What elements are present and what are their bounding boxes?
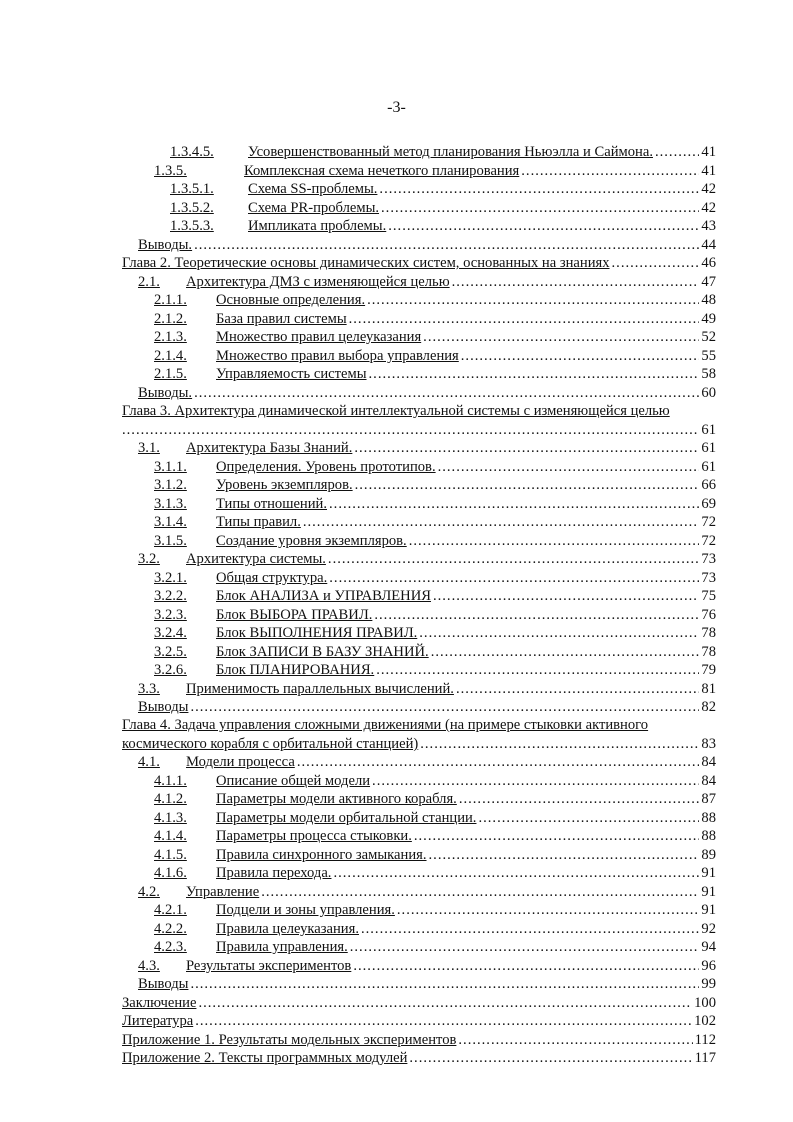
toc-leader (420, 735, 699, 753)
toc-leader (297, 753, 700, 771)
toc-title: Определения. Уровень прототипов. (216, 459, 436, 475)
toc-entry[interactable] (154, 476, 716, 494)
toc-title: Комплексная схема нечеткого планирования (244, 163, 520, 179)
toc-title: космического корабля с орбитальной станцией) (122, 736, 419, 752)
toc-entry[interactable] (122, 1031, 716, 1049)
toc-page: 81 (701, 681, 716, 697)
toc-entry[interactable] (138, 236, 716, 254)
toc-page: 41 (701, 144, 716, 160)
toc-entry[interactable] (122, 994, 716, 1012)
toc-number: 2.1. (138, 274, 160, 290)
toc-number: 3.1. (138, 440, 160, 456)
toc-leader (194, 236, 699, 254)
toc-entry[interactable] (154, 458, 716, 476)
toc-title: Заключение (122, 995, 197, 1011)
toc-leader (438, 458, 700, 476)
toc-number: 4.1.5. (154, 847, 187, 863)
toc-title: Выводы (138, 699, 189, 715)
toc-number: 3.1.3. (154, 496, 187, 512)
toc-entry[interactable] (122, 402, 716, 420)
toc-title: Уровень экземпляров. (216, 477, 353, 493)
toc-leader (419, 624, 699, 642)
toc-page: 66 (701, 477, 716, 493)
toc-entry[interactable] (154, 864, 716, 882)
toc-number: 2.1.2. (154, 311, 187, 327)
toc-entry[interactable] (154, 901, 716, 919)
toc-title: Архитектура ДМЗ с изменяющейся целью (186, 274, 450, 290)
toc-title: Множество правил выбора управления (216, 348, 459, 364)
toc-number: 4.1.2. (154, 791, 187, 807)
toc-title: Основные определения. (216, 292, 366, 308)
toc-number: 3.2.6. (154, 662, 187, 678)
toc-title: Множество правил целеуказания (216, 329, 422, 345)
toc-number: 4.1.6. (154, 865, 187, 881)
toc-entry[interactable] (154, 846, 716, 864)
toc-entry[interactable] (154, 772, 716, 790)
toc-page: 117 (694, 1050, 716, 1066)
toc-title: Правила синхронного замыкания. (216, 847, 427, 863)
toc-page: 91 (701, 902, 716, 918)
toc-number: 4.3. (138, 958, 160, 974)
toc-title: Глава 3. Архитектура динамической интеллектуальной системы с изменяющейся целью (122, 403, 670, 419)
toc-title: Параметры модели активного корабля. (216, 791, 457, 807)
toc-leader (458, 1031, 692, 1049)
toc-title: Результаты экспериментов (186, 958, 352, 974)
toc-leader (329, 569, 699, 587)
toc-number: 3.3. (138, 681, 160, 697)
toc-entry[interactable] (154, 162, 716, 180)
toc-title: Литература (122, 1013, 194, 1029)
toc-entry[interactable] (122, 1049, 716, 1067)
toc-entry[interactable] (170, 199, 716, 217)
toc-number: 3.2.2. (154, 588, 187, 604)
toc-leader (361, 920, 699, 938)
toc-entry[interactable] (154, 532, 716, 550)
toc-leader (433, 587, 699, 605)
toc-entry[interactable] (154, 809, 716, 827)
toc-number: 4.2. (138, 884, 160, 900)
toc-page: 84 (701, 754, 716, 770)
toc-page: 61 (701, 459, 716, 475)
toc-leader (369, 365, 700, 383)
toc-page: 73 (701, 570, 716, 586)
toc-page: 60 (701, 385, 716, 401)
toc-number: 3.2. (138, 551, 160, 567)
toc-page: 49 (701, 311, 716, 327)
toc-entry[interactable] (138, 384, 716, 402)
toc-page: 48 (701, 292, 716, 308)
toc-title: Типы правил. (216, 514, 301, 530)
toc-title: Параметры модели орбитальной станции. (216, 810, 477, 826)
toc-number: 4.2.2. (154, 921, 187, 937)
toc-leader (381, 199, 699, 217)
toc-entry[interactable] (154, 513, 716, 531)
toc-leader (456, 680, 699, 698)
toc-number: 1.3.5.1. (170, 181, 214, 197)
toc-number: 2.1.1. (154, 292, 187, 308)
toc-page: 92 (701, 921, 716, 937)
toc-leader (452, 273, 700, 291)
toc-title: Архитектура Базы Знаний. (186, 440, 353, 456)
toc-entry[interactable] (170, 143, 716, 161)
toc-page: 84 (701, 773, 716, 789)
toc-title: Схема PR-проблемы. (248, 200, 380, 216)
toc-title: Усовершенствованный метод планирования Ньюэлла и Саймона. (248, 144, 653, 160)
toc-leader (655, 143, 699, 161)
toc-title: Правила перехода. (216, 865, 332, 881)
toc-number: 3.1.4. (154, 514, 187, 530)
toc-page: 69 (701, 496, 716, 512)
toc-entry[interactable] (154, 938, 716, 956)
toc-title: База правил системы (216, 311, 347, 327)
toc-leader (397, 901, 700, 919)
toc-leader (190, 975, 699, 993)
toc-page: 61 (701, 422, 716, 438)
toc-leader (478, 809, 699, 827)
toc-leader (414, 827, 700, 845)
toc-leader (388, 217, 699, 235)
toc-leader (122, 421, 699, 439)
toc-entry[interactable] (154, 790, 716, 808)
toc-title: Управление (186, 884, 260, 900)
toc-page: 76 (701, 607, 716, 623)
toc-leader (333, 864, 699, 882)
toc-number: 1.3.5. (154, 163, 187, 179)
toc-number: 1.3.5.3. (170, 218, 214, 234)
toc-title: Модели процесса (186, 754, 295, 770)
toc-page: 52 (701, 329, 716, 345)
toc-number: 3.2.4. (154, 625, 187, 641)
toc-entry[interactable] (154, 606, 716, 624)
toc-page: 42 (701, 200, 716, 216)
toc-entry[interactable] (154, 624, 716, 642)
toc-title: Применимость параллельных вычислений. (186, 681, 454, 697)
toc-number: 2.1.3. (154, 329, 187, 345)
toc-title: Правила целеуказания. (216, 921, 359, 937)
toc-entry[interactable] (154, 328, 716, 346)
toc-page: 43 (701, 218, 716, 234)
toc-title: Блок АНАЛИЗА и УПРАВЛЕНИЯ (216, 588, 431, 604)
toc-title: Выводы (138, 976, 189, 992)
toc-title: Блок ПЛАНИРОВАНИЯ. (216, 662, 375, 678)
toc-leader (612, 254, 700, 272)
toc-leader (431, 643, 700, 661)
toc-title: Блок ВЫПОЛНЕНИЯ ПРАВИЛ. (216, 625, 418, 641)
toc-title: Архитектура системы. (186, 551, 326, 567)
toc-page: 91 (701, 865, 716, 881)
toc-number: 4.1. (138, 754, 160, 770)
toc-leader (303, 513, 700, 531)
toc-page: 47 (701, 274, 716, 290)
toc-leader (198, 994, 692, 1012)
toc-leader (409, 1049, 692, 1067)
toc-leader (328, 550, 699, 568)
toc-number: 2.1.5. (154, 366, 187, 382)
toc-leader (376, 661, 699, 679)
toc-number: 1.3.5.2. (170, 200, 214, 216)
toc-title: Описание общей модели (216, 773, 371, 789)
toc-entry[interactable] (138, 273, 716, 291)
toc-entry[interactable] (138, 957, 716, 975)
toc-page: 99 (701, 976, 716, 992)
toc-page: 88 (701, 828, 716, 844)
toc-entry[interactable] (138, 883, 716, 901)
toc-page: 102 (694, 1013, 716, 1029)
toc-number: 3.1.5. (154, 533, 187, 549)
toc-number: 3.2.5. (154, 644, 187, 660)
toc-leader (379, 180, 699, 198)
toc-number: 3.2.3. (154, 607, 187, 623)
toc-entry[interactable] (122, 254, 716, 272)
toc-page: 72 (701, 533, 716, 549)
toc-page: 72 (701, 514, 716, 530)
toc-page: 46 (701, 255, 716, 271)
toc-page: 88 (701, 810, 716, 826)
toc-entry[interactable] (138, 680, 716, 698)
toc-title: Приложение 2. Тексты программных модулей (122, 1050, 408, 1066)
toc-title: Подцели и зоны управления. (216, 902, 395, 918)
toc-entry[interactable] (154, 365, 716, 383)
toc-entry[interactable] (138, 698, 716, 716)
toc-title: Управляемость системы (216, 366, 367, 382)
toc-number: 4.1.4. (154, 828, 187, 844)
toc-title: Схема SS-проблемы. (248, 181, 378, 197)
toc-leader (353, 957, 699, 975)
toc-title: Блок ВЫБОРА ПРАВИЛ. (216, 607, 373, 623)
toc-entry-continuation[interactable] (122, 421, 716, 439)
toc-page: 44 (701, 237, 716, 253)
toc-title: Глава 4. Задача управления сложными движениями (на примере стыковки активного (122, 717, 649, 733)
toc-entry[interactable] (154, 310, 716, 328)
toc-number: 4.2.1. (154, 902, 187, 918)
toc-number: 3.1.2. (154, 477, 187, 493)
toc-entry[interactable] (138, 550, 716, 568)
toc-entry[interactable] (122, 1012, 716, 1030)
toc-entry[interactable] (138, 439, 716, 457)
toc-number: 4.1.1. (154, 773, 187, 789)
toc-entry[interactable] (154, 661, 716, 679)
toc-page: 79 (701, 662, 716, 678)
toc-title: Блок ЗАПИСИ В БАЗУ ЗНАНИЙ. (216, 644, 429, 660)
toc-title: Глава 2. Теоретические основы динамических систем, основанных на знаниях (122, 255, 610, 271)
toc-title: Общая структура. (216, 570, 328, 586)
toc-page: 112 (694, 1032, 716, 1048)
toc-page: 94 (701, 939, 716, 955)
toc-leader (194, 384, 699, 402)
toc-title: Создание уровня экземпляров. (216, 533, 407, 549)
toc-leader (372, 772, 699, 790)
toc-number: 4.2.3. (154, 939, 187, 955)
toc-page: 87 (701, 791, 716, 807)
toc-leader (355, 476, 700, 494)
toc-leader (459, 790, 700, 808)
toc-title: Выводы. (138, 385, 193, 401)
toc-page: 89 (701, 847, 716, 863)
toc-page: 91 (701, 884, 716, 900)
toc-leader (367, 291, 699, 309)
toc-title: Параметры процесса стыковки. (216, 828, 412, 844)
toc-leader (350, 938, 700, 956)
toc-entry[interactable] (154, 920, 716, 938)
toc-entry[interactable] (154, 495, 716, 513)
toc-number: 2.1.4. (154, 348, 187, 364)
toc-entry[interactable] (154, 291, 716, 309)
toc-leader (195, 1012, 692, 1030)
toc-page: 100 (694, 995, 716, 1011)
toc-page: 58 (701, 366, 716, 382)
toc-leader (461, 347, 700, 365)
toc-entry[interactable] (138, 975, 716, 993)
toc-title: Типы отношений. (216, 496, 328, 512)
page-number: -3- (387, 99, 406, 116)
toc-number: 3.1.1. (154, 459, 187, 475)
toc-page: 96 (701, 958, 716, 974)
toc-title: Приложение 1. Результаты модельных экспериментов (122, 1032, 457, 1048)
toc-entry[interactable] (154, 587, 716, 605)
toc-page: 82 (701, 699, 716, 715)
toc-entry-continuation[interactable] (122, 735, 716, 753)
toc-leader (354, 439, 699, 457)
toc-number: 4.1.3. (154, 810, 187, 826)
toc-page: 42 (701, 181, 716, 197)
toc-entry[interactable] (154, 347, 716, 365)
toc-entry[interactable] (138, 753, 716, 771)
toc-title: Импликата проблемы. (248, 218, 387, 234)
toc-leader (329, 495, 699, 513)
toc-page: 75 (701, 588, 716, 604)
toc-title: Правила управления. (216, 939, 348, 955)
toc-entry[interactable] (170, 217, 716, 235)
toc-number: 1.3.4.5. (170, 144, 214, 160)
toc-leader (374, 606, 699, 624)
toc-leader (423, 328, 699, 346)
toc-entry[interactable] (154, 569, 716, 587)
toc-page: 73 (701, 551, 716, 567)
toc-entry[interactable] (170, 180, 716, 198)
toc-page: 83 (701, 736, 716, 752)
toc-entry[interactable] (154, 643, 716, 661)
toc-page: 78 (701, 644, 716, 660)
toc-entry[interactable] (122, 716, 716, 734)
toc-leader (261, 883, 699, 901)
toc-page: 55 (701, 348, 716, 364)
toc-leader (409, 532, 700, 550)
toc-title: Выводы. (138, 237, 193, 253)
toc-page: 78 (701, 625, 716, 641)
toc-number: 3.2.1. (154, 570, 187, 586)
toc-leader (349, 310, 700, 328)
toc-leader (190, 698, 699, 716)
toc-page: 61 (701, 440, 716, 456)
toc-entry[interactable] (154, 827, 716, 845)
toc-page: 41 (701, 163, 716, 179)
toc-leader (521, 162, 699, 180)
toc-leader (429, 846, 700, 864)
